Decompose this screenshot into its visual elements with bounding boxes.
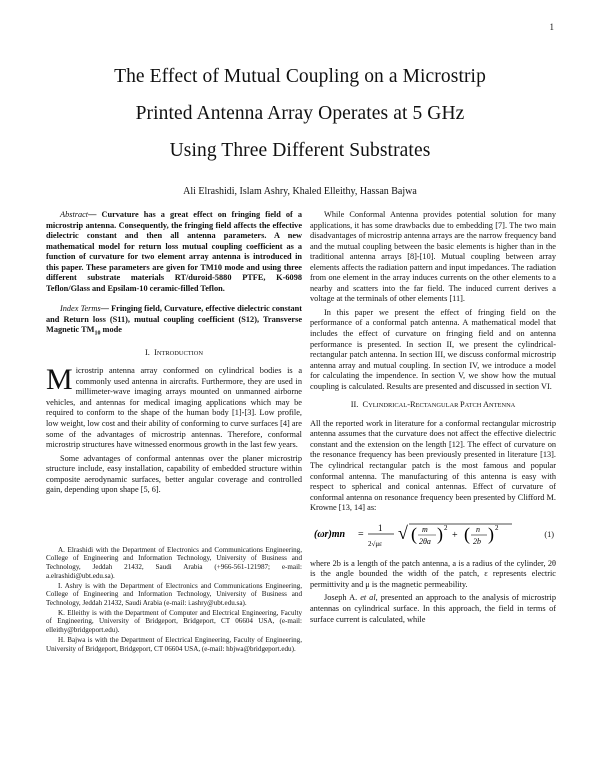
equation-formula [312,516,522,556]
paren: ( [411,523,417,544]
footnote: K. Elleithy is with the Department of Computer and Electrical Engineering, Faculty of Engineering, University of Bridgeport, Bridgeport, CT 06604 USA, (e-mail: elleithy@bridgeport.edu). [46,608,302,635]
fraction-numerator: 1 [378,522,383,533]
svg-text:): ) [437,523,443,544]
fraction-denominator: 2√με [368,539,383,548]
title-line: Using Three Different Substrates [169,140,431,161]
equation-1 [310,516,556,556]
paragraph: While Conformal Antenna provides potential solution for many applications, it has some drawbacks due to embedding [7]. The two main disadvantages of microstrip antenna arrays are the narrow frequency band and the mutual coupling between the basic elements is higher than in the traditional antenna arrays [8]-[10]. Mutual coupling between array elements affects the radiation pattern and input impedances. The radiation from one element in the array induces currents on the other elements to a nearby and scatters into the far field. The induced current derives a voltage at the terminals of other elements [11]. [310,210,556,304]
intro-paragraph: M icrostrip antenna array conformed on cylindrical bodies is a commonly used antenna in aircrafts. Furthermore, they are used in millimeter-wave imaging arrays mounted on unmanned airborne vehicles, and antennas for medical imaging applications which may be required to conform to the shape of the human body [1]-[3]. Low profile, low weight, low cost and their ability of conforming to curve surfaces [4] are some of the advantages of microstrip antennas. Therefore, conformal microstrip structures have witnessed enormous growth in the last few years. [46,366,302,450]
footnote: H. Bajwa is with the Department of Electrical Engineering, Faculty of Engineering, University of Bridgeport, Bridgeport, CT 06604 USA, (e-mail: hbjwa@bridgeport.edu). [46,635,302,653]
paper-title [40,58,560,169]
svg-text:2: 2 [444,523,448,532]
svg-text:): ) [488,523,494,544]
index-terms-text: Fringing field, Curvature, effective dielectric constant and Return loss (S11), mutual coupling coefficient (S12), Transverse Magnetic TM [46,304,302,335]
paragraph: where 2b is a length of the patch antenna, a is a radius of the cylinder, 2θ is the angle bounded the width of the patch, ε represents electric permittivity and μ is the magnetic permeability. [310,558,556,589]
section-heading-introduction: I. INTRODUCTION [144,347,204,357]
intro-paragraph-2: Some advantages of conformal antennas over the planer microstrip structure include, easy installation, capability of embedded structure within composite aerodynamic surfaces, better angular coverage and controlled gain, depending upon shape [5, 6]. [46,453,302,495]
page-number: 1 [549,22,554,32]
paragraph: All the reported work in literature for a conformal rectangular microstrip antenna assumes that the curvature does not affect the effective dielectric constant and the extension on the length [12]. The effect of curvature on the resonance frequency has been previously presented in literature [13]. The cylindrical rectangular patch is the most famous and popular conformal antenna. The manufacturing of this antenna is easy with respect to spherical and conical antennas. Effect of curvature of conformal antenna on resonance frequency been presented by Clifford M. Krowne [13, 14] as: [310,418,556,513]
root-sign: √ [398,522,408,543]
footnote: I. Ashry is with the Department of Electronics and Communications Engineering, College of Engineering and Information Technology, University of Business and Technology, Jeddah 21432, Saudi Arabia (e-mail: i.ashry@ubt.edu.sa). [46,581,302,607]
index-terms-label: Index Terms [60,304,101,314]
footnote: A. Elrashidi with the Department of Electronics and Communications Engineering, College of Engineering and Information Technology, University of Business and Technology, Jeddah 21432, Saudi Arabia (+966-561-121987; e-mail: a.elrashidi@ubt.edu.sa). [46,545,302,580]
drop-cap: M [46,366,73,397]
svg-text:+: + [452,529,458,541]
equals-sign: = [358,528,364,540]
svg-text:(: ( [464,523,470,544]
right-column [310,210,556,625]
svg-text:2θa: 2θa [419,536,431,546]
index-terms: Index Terms— Fringing field, Curvature, effective dielectric constant and Return loss (S11), mutual coupling coefficient (S12), Transverse Magnetic $TM_{10}$ mode [46,304,302,338]
title-line: The Effect of Mutual Coupling on a Microstrip [114,66,486,87]
author-footnotes [46,546,302,653]
section-heading-cylindrical-patch: II. CYLINDRICAL-RECTANGULAR PATCH ANTENNA [350,400,516,410]
paragraph: Joseph A. et al, presented an approach to the analysis of microstrip antennas on cylindrical surface. In this approach, the field in terms of surface current is calculated, while [310,593,557,624]
abstract-label: Abstract [60,210,89,219]
abstract: Abstract— Curvature has a great effect on fringing field of a microstrip antenna. Consequently, the fringing field affects the effective dielectric constant and then all antenna parameters. A new mathematical model for return loss mutual coupling coefficient as a function of curvature for two element array antenna is introduced in this paper. These parameters are given for TM10 mode and using three different substrate materials RT/duroid-5880 PTFE, K-6098 Teflon/Glass and Epsilam-10 ceramic-filled Teflon. [46,210,303,293]
author-list: Ali Elrashidi, Islam Ashry, Khaled Elleithy, Hassan Bajwa [183,186,417,197]
svg-text:2b: 2b [473,536,481,546]
left-column [46,210,302,654]
title-line: Printed Antenna Array Operates at 5 GHz [135,103,465,124]
paragraph: In this paper we present the effect of fringing field on the performance of a conformal patch antenna. A mathematical model that includes the effect of curvature on fringing field and on antenna performance is presented. In section II, we present the cylindrical- rectangular patch antenna. In section III, we discuss conformal microstrip antenna array and mutual coupling. In section IV, we introduce a model for calculating the impendence. In section V, we show how the mutual coupling is calculated. Results are presented and discussed in section VI. [310,307,556,391]
equation-number: (1) [544,529,554,539]
svg-text:m: m [422,524,428,534]
svg-text:2: 2 [495,523,499,532]
abstract-text: Curvature has a great effect on fringing field of a microstrip antenna. Consequently, the fringing field affects the effective dielectric constant and then all antenna parameters. A new mathematical model for return loss mutual coupling coefficient as a function of curvature for two element array antenna is introduced in this paper. These parameters are given for TM10 mode and using three different substrate materials RT/duroid-5880 PTFE, K-6098 Teflon/Glass and Epsilam-10 ceramic-filled Teflon. [46,210,303,293]
equation-lhs: (ωr)mn [314,528,346,540]
svg-text:n: n [476,524,480,534]
